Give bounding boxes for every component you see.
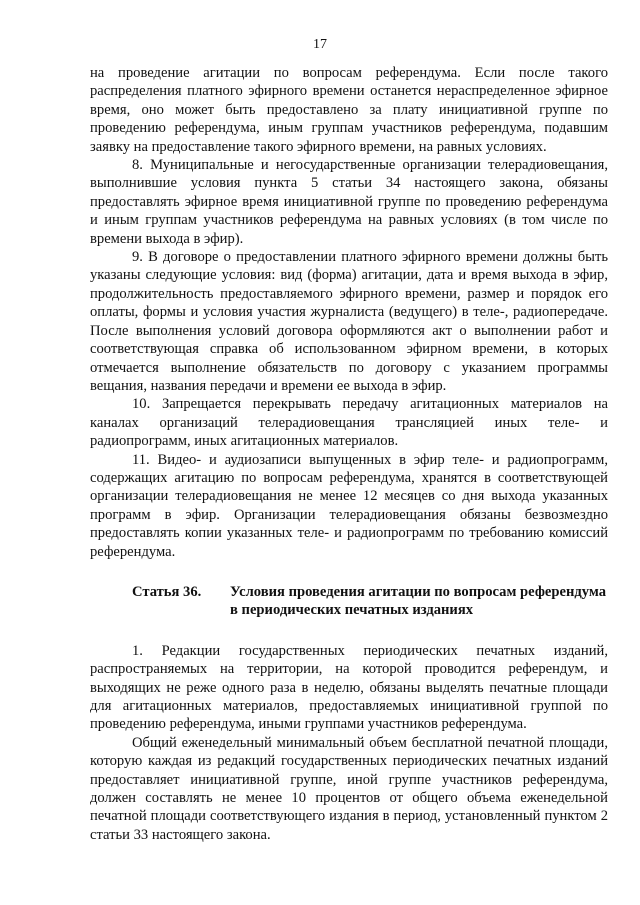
article-number: Статья 36. [132, 583, 202, 600]
paragraph: на проведение агитации по вопросам референдума. Если после такого распределения платного эфирного времени останется нераспределенное эфирное время, оно может быть предоставлено за плату инициативной группе по проведению референдума, иным группам участников референдума, подавшим заявку на предоставление такого эфирного времени, на равных условиях. [90, 65, 608, 155]
paragraph: 1. Редакции государственных периодических печатных изданий, распространяемых на территории, на которой проводится референдум, и выходящих не реже одного раза в неделю, обязаны выделять печатные площади для агитационных материалов, предоставляемых инициативной группой по проведению референдума, иными группами участников референдума. [90, 642, 608, 733]
article-heading [90, 583, 608, 620]
paragraph: 11. Видео- и аудиозаписи выпущенных в эфир теле- и радиопрограмм, содержащих агитацию по вопросам референдума, хранятся в соответствующей организации телерадиовещания не менее 12 месяцев со дня выхода указанных программ в эфир. Организации телерадиовещания обязаны безвозмездно предоставлять копии указанных теле- и радиопрограмм по требованию комиссий референдума. [90, 451, 608, 560]
article-title: Условия проведения агитации по вопросам референдума в периодических печатных изданиях [230, 583, 607, 619]
page-number: 17 [313, 37, 327, 52]
paragraph: 10. Запрещается перекрывать передачу агитационных материалов на каналах организаций телерадиовещания трансляцией иных теле- и радиопрограмм, иных агитационных материалов. [90, 396, 608, 450]
document-body [90, 64, 608, 844]
paragraph: Общий еженедельный минимальный объем бесплатной печатной площади, которую каждая из редакций государственных периодических печатных изданий предоставляет инициативной группе, иной группе участников референдума, должен составлять не менее 10 процентов от общего объема еженедельной печатной площади соответствующего издания в период, установленный пунктом 2 статьи 33 настоящего закона. [90, 734, 608, 843]
paragraph: 8. Муниципальные и негосударственные организации телерадиовещания, выполнившие условия пункта 5 статьи 34 настоящего закона, обязаны предоставлять эфирное время инициативной группе по проведению референдума и иным группам участников референдума на равных условиях (в том числе по времени выхода в эфир). [90, 157, 608, 247]
paragraph: 9. В договоре о предоставлении платного эфирного времени должны быть указаны следующие условия: вид (форма) агитации, дата и время выхода в эфир, продолжительность предоставляемого эфирного времени, размер и порядок его оплаты, формы и условия участия журналиста (ведущего) в теле-, радиопередаче. После выполнения условий договора оформляются акт о выполнении работ и соответствующая справка об использованном эфирном времени, в которых отмечается выполнение обязательств по договору с указанием программы вещания, названия передачи и времени ее выхода в эфир. [90, 249, 608, 394]
